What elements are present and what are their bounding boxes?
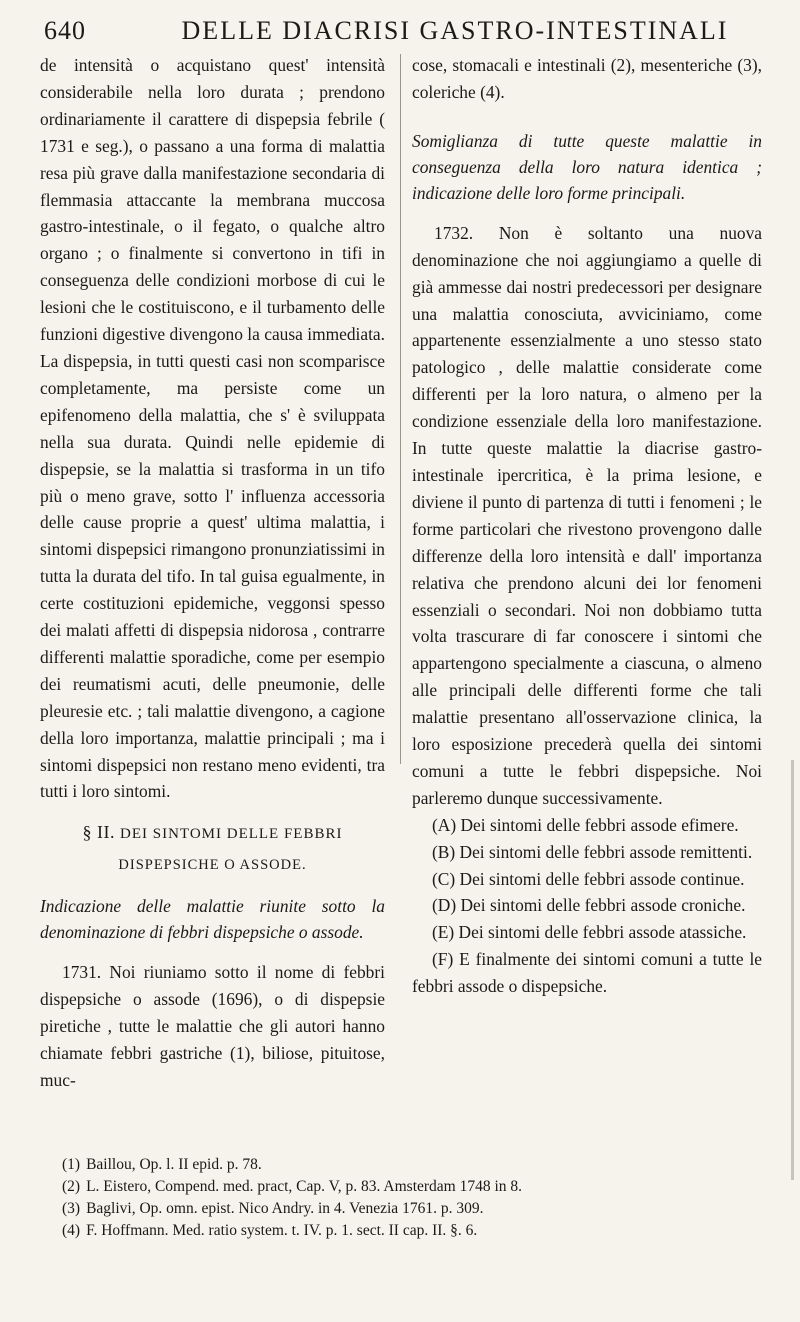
footnotes [62,1154,762,1242]
footnote-text: Baglivi, Op. omn. epist. Nico Andry. in 4. Venezia 1761. p. 309. [86,1200,484,1217]
left-paragraph-1: de intensità o acquistano quest' intensità considerabile nella loro durata ; prendono ordinariamente il carattere di dispepsia febrile ( 1731 e seg.), o passano a una forma di malattia resa più grave dalla manifestazione secondaria di flemmasia attaccante la membrana muccosa gastro-intestinale, o il fegato, o qualche altro organo ; o finalmente si convertono in tifi in conseguenza delle condizioni morbose di cui le lesioni che le costituiscono, e il turbamento delle funzioni digestive divengono la causa immediata. La dispepsia, in tutti questi casi non scomparisce completamente, ma persiste come un epifenomeno della malattia, che s' è sviluppata nella sua durata. Quindi nelle epidemie di dispepsie, se la malattia si trasforma in un tifo più o meno grave, sotto l' influenza accessoria delle cause proprie a quest' ultima malattia, i sintomi dispepsici rimangono pronunziatissimi in tutta la durata del tifo. In tal guisa egualmente, in certe costituzioni epidemiche, veggonsi spesso dei malati affetti di dispepsia nidorosa , contrarre differenti malattie sporadiche, come per esempio dei reumatismi acuti, delle pneumonie, delle pleuresie etc. ; tali malattie divengono, a cagione della loro importanza, malattie principali ; ma i sintomi dispepsici non restano meno evidenti, tra tutti i loro sintomi. [40,55,385,802]
section-mark: § II. [82,822,116,843]
right-rubric: Somiglianza di tutte queste malattie in conseguenza della loro natura identica ; indicazione delle loro forme principali. [412,130,762,203]
left-paragraph-2: 1731. Noi riuniamo sotto il nome di febbri dispepsiche o assode (1696), o di dispepsie piretiche , tutte le malattie che gli autori hanno chiamate febbri gastriche (1), biliose, pituitose, muc- [40,962,385,1090]
right-paragraph-1: cose, stomacali e intestinali (2), mesenteriche (3), coleriche (4). [412,55,762,102]
page-number: 640 [44,16,86,45]
page-header [40,16,760,50]
right-paragraph-2: 1732. Non è soltanto una nuova denominazione che noi aggiungiamo a quelle di già ammesse dai nostri predecessori per designare una malattia conosciuta, avviciniamo, come appartenente essenzialmente a uno stesso stato patologico , delle malattie considerate come differenti per la loro natura, o almeno per la condizione essenziale della loro manifestazione. In tutte queste malattie la diacrise gastro-intestinale ipercritica, è la prima lesione, e diviene il punto di partenza di tutti i fenomeni ; le forme particolari che rivestono provengono dalle differenze della loro intensità e dall' importanza relativa che prendono alcuni dei lor fenomeni essenziali o secondari. Noi non dobbiamo tutta volta trascurare di far conoscere i sintomi che appartengono specialmente a ciascuna, o almeno alle principali delle differenti forme che tali malattie presentano all'osservazione clinica, la loro esposizione precederà quella dei sintomi comuni a tutte le febbri dispepsiche. Noi parleremo dunque successivamente. [412,222,762,808]
section-title: DEI SINTOMI DELLE FEBBRI [120,826,343,843]
footnote-text: F. Hoffmann. Med. ratio system. t. IV. p. 1. sect. II cap. II. §. 6. [86,1222,478,1239]
footnote [62,1198,762,1220]
section-subtitle: DISPEPSICHE O ASSODE. [118,857,307,874]
footnote-mark: (3) [62,1200,81,1217]
list-item: (F) E finalmente dei sintomi comuni a tutte le febbri assode o dispepsiche. [412,949,762,997]
list-item: (C) Dei sintomi delle febbri assode continue. [432,868,745,889]
list-item: (D) Dei sintomi delle febbri assode croniche. [432,895,746,916]
section-heading [40,819,385,848]
list-item: (A) Dei sintomi delle febbri assode efimere. [432,814,739,835]
left-column [40,52,385,1094]
left-rubric: Indicazione delle malattie riunite sotto la denominazione di febbri dispepsiche o assode. [40,896,385,943]
running-title: DELLE DIACRISI GASTRO-INTESTINALI [181,16,729,45]
right-column [412,52,762,1000]
footnote [62,1154,762,1176]
list-item: (B) Dei sintomi delle febbri assode remittenti. [432,841,753,862]
footnote-mark: (4) [62,1222,81,1239]
footnote [62,1220,762,1242]
footnote-mark: (2) [62,1178,81,1195]
page-edge-shadow [791,760,794,1180]
footnote-mark: (1) [62,1156,81,1173]
symptom-list [412,812,762,1000]
footnote [62,1176,762,1198]
column-divider [400,54,401,764]
list-item: (E) Dei sintomi delle febbri assode atassiche. [432,922,747,943]
footnote-text: L. Eistero, Compend. med. pract, Cap. V, p. 83. Amsterdam 1748 in 8. [86,1178,523,1195]
footnote-text: Baillou, Op. l. II epid. p. 78. [86,1156,262,1173]
